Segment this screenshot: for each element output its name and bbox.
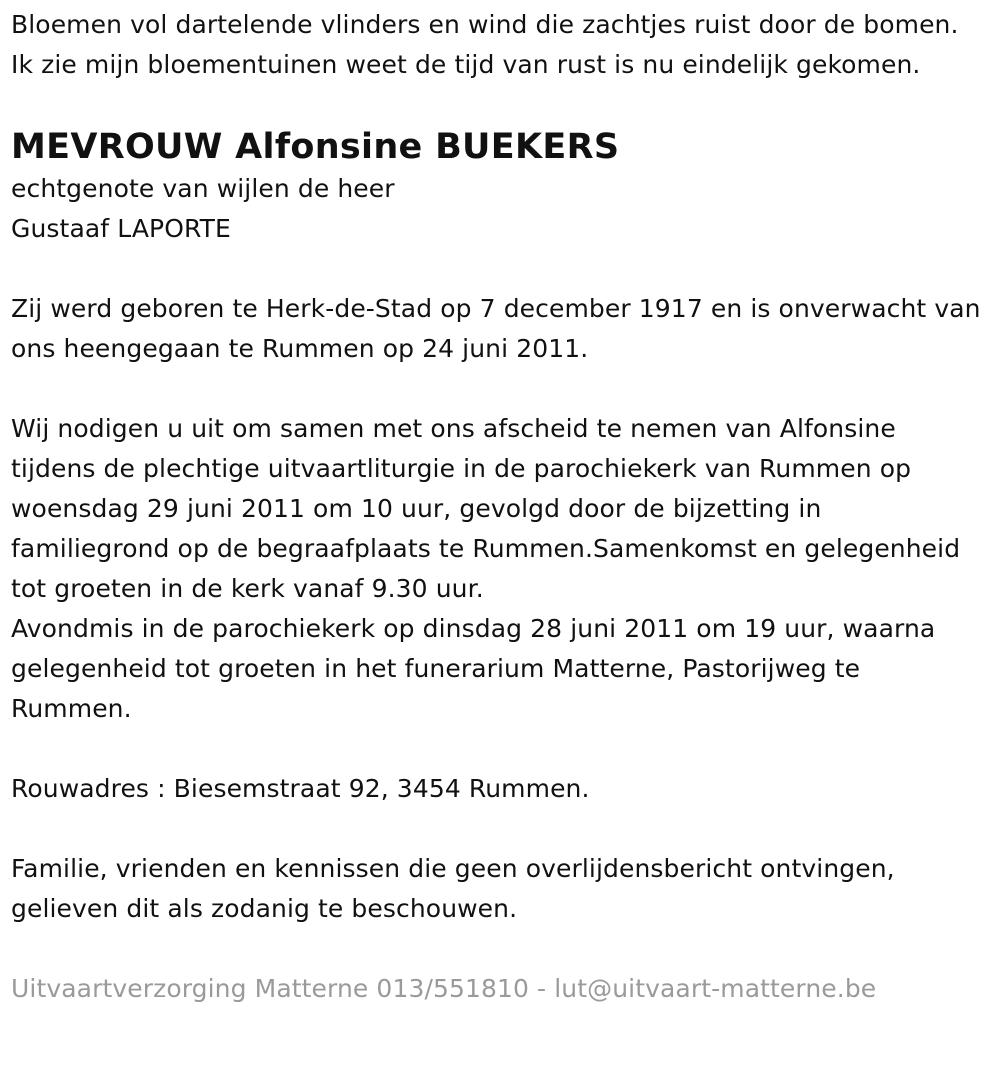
spacer: [11, 809, 986, 849]
funeral-invitation-paragraph: Wij nodigen u uit om samen met ons afscheid te nemen van Alfonsine tijdens de plechtige uitvaartliturgie in de parochiekerk van Rummen op woensdag 29 juni 2011 om 10 uur, gevolgd door de bijzetting in familiegrond op de begraafplaats te Rummen.Samenkomst en gelegenheid tot groeten in de kerk vanaf 9.30 uur.: [11, 414, 961, 603]
spouse-line-2: Gustaaf LAPORTE: [11, 214, 231, 243]
spacer: [11, 249, 986, 289]
obituary-document: [11, 5, 986, 1009]
poem-text: Bloemen vol dartelende vlinders en wind die zachtjes ruist door de bomen. Ik zie mijn bloementuinen weet de tijd van rust is nu eindelijk gekomen.: [11, 10, 959, 79]
funeral-home-footer: Uitvaartverzorging Matterne 013/551810 - lut@uitvaart-matterne.be: [11, 974, 877, 1003]
spacer: [11, 369, 986, 409]
birth-death-paragraph: Zij werd geboren te Herk-de-Stad op 7 december 1917 en is onverwacht van ons heengegaan te Rummen op 24 juni 2011.: [11, 294, 981, 363]
evening-mass-paragraph: Avondmis in de parochiekerk op dinsdag 28 juni 2011 om 19 uur, waarna gelegenheid tot groeten in het funerarium Matterne, Pastorijweg te Rummen.: [11, 614, 936, 723]
spacer: [11, 929, 986, 969]
spouse-line-1: echtgenote van wijlen de heer: [11, 174, 395, 203]
spacer: [11, 729, 986, 769]
mourning-address: Rouwadres : Biesemstraat 92, 3454 Rummen.: [11, 774, 590, 803]
deceased-name-heading: MEVROUW Alfonsine BUEKERS: [11, 127, 620, 167]
notice-paragraph: Familie, vrienden en kennissen die geen overlijdensbericht ontvingen, gelieven dit als zodanig te beschouwen.: [11, 854, 895, 923]
